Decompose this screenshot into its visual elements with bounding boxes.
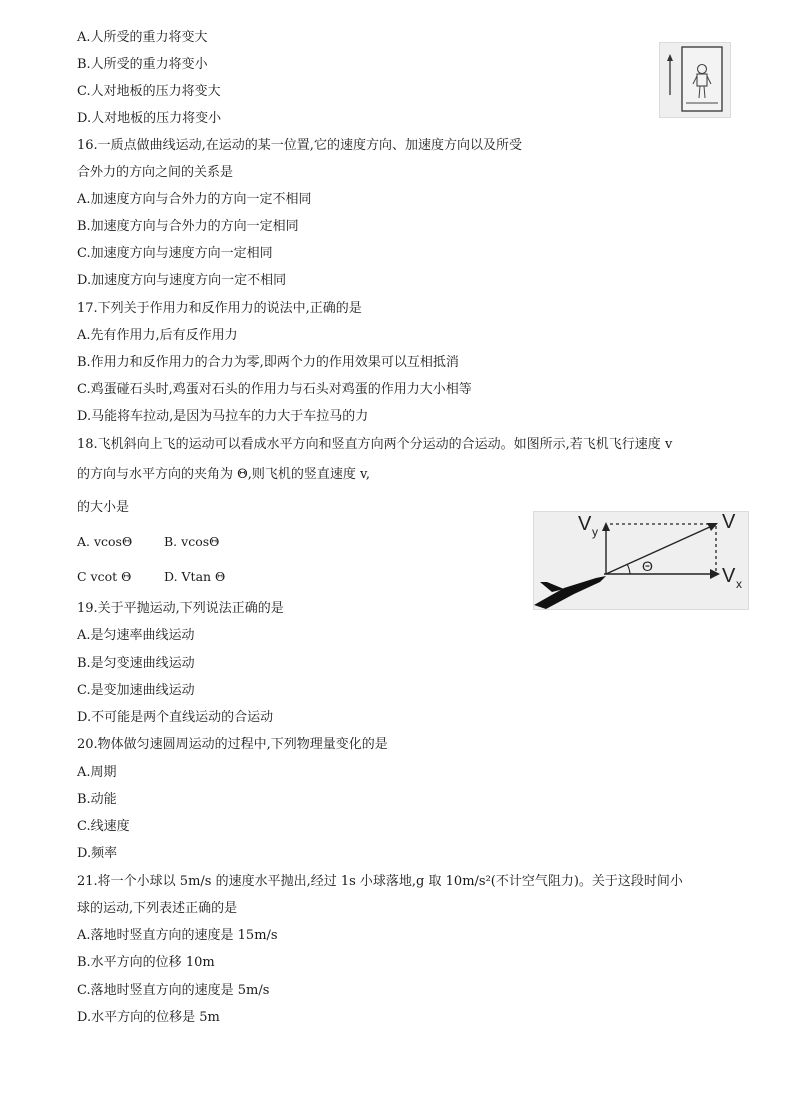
q16-option-d: D.加速度方向与速度方向一定不相同	[77, 273, 287, 288]
q17-option-c: C.鸡蛋碰石头时,鸡蛋对石头的作用力与石头对鸡蛋的作用力大小相等	[77, 382, 472, 397]
q17-option-a: A.先有作用力,后有反作用力	[77, 328, 238, 343]
q21-option-b: B.水平方向的位移 10m	[77, 955, 215, 970]
q21-stem-line2: 球的运动,下列表述正确的是	[77, 901, 238, 916]
q18-stem-line2: 的方向与水平方向的夹角为 Θ,则飞机的竖直速度 v,	[77, 467, 370, 482]
q19-stem: 19.关于平抛运动,下列说法正确的是	[77, 601, 284, 616]
q21-stem-line1: 21.将一个小球以 5m/s 的速度水平抛出,经过 1s 小球落地,g 取 10m/s²(不计空气阻力)。关于这段时间小	[77, 874, 683, 889]
q18-option-d: D. Vtan Θ	[164, 569, 226, 584]
q20-option-a: A.周期	[77, 765, 117, 780]
q18-stem-line1: 18.飞机斜向上飞的运动可以看成水平方向和竖直方向两个分运动的合运动。如图所示,若飞机飞行速度 v	[77, 437, 673, 452]
q15-option-a: A.人所受的重力将变大	[77, 30, 208, 45]
q15-option-d: D.人对地板的压力将变小	[77, 111, 222, 126]
q15-option-b: B.人所受的重力将变小	[77, 57, 208, 72]
q21-option-a: A.落地时竖直方向的速度是 15m/s	[77, 928, 278, 943]
v-label: V	[722, 512, 736, 533]
vy-subscript: y	[592, 525, 598, 539]
theta-label: Θ	[642, 558, 653, 574]
q16-option-a: A.加速度方向与合外力的方向一定不相同	[77, 192, 312, 207]
q20-option-c: C.线速度	[77, 819, 130, 834]
q21-option-c: C.落地时竖直方向的速度是 5m/s	[77, 983, 270, 998]
q16-option-b: B.加速度方向与合外力的方向一定相同	[77, 219, 299, 234]
q19-option-d: D.不可能是两个直线运动的合运动	[77, 710, 274, 725]
q16-stem-line2: 合外力的方向之间的关系是	[77, 165, 234, 180]
q18-option-c: C vcot Θ	[77, 569, 132, 584]
q15-option-c: C.人对地板的压力将变大	[77, 84, 221, 99]
q16-option-c: C.加速度方向与速度方向一定相同	[77, 246, 273, 261]
q17-option-d: D.马能将车拉动,是因为马拉车的力大于车拉马的力	[77, 409, 369, 424]
q18-option-a: A. vcosΘ	[77, 534, 133, 549]
airplane-velocity-figure	[533, 511, 749, 610]
vx-label: V	[722, 565, 736, 587]
vy-label: V	[578, 513, 592, 535]
q18-stem-line3: 的大小是	[77, 500, 130, 515]
q17-stem: 17.下列关于作用力和反作用力的说法中,正确的是	[77, 301, 362, 316]
elevator-figure	[659, 42, 731, 118]
q20-option-d: D.频率	[77, 846, 118, 861]
q18-option-b: B. vcosΘ	[164, 534, 220, 549]
q19-option-a: A.是匀速率曲线运动	[77, 628, 195, 643]
q19-option-b: B.是匀变速曲线运动	[77, 656, 195, 671]
vx-subscript: x	[736, 577, 742, 591]
q19-option-c: C.是变加速曲线运动	[77, 683, 195, 698]
q17-option-b: B.作用力和反作用力的合力为零,即两个力的作用效果可以互相抵消	[77, 355, 459, 370]
q20-option-b: B.动能	[77, 792, 117, 807]
q16-stem-line1: 16.一质点做曲线运动,在运动的某一位置,它的速度方向、加速度方向以及所受	[77, 138, 522, 153]
q20-stem: 20.物体做匀速圆周运动的过程中,下列物理量变化的是	[77, 737, 388, 752]
q21-option-d: D.水平方向的位移是 5m	[77, 1010, 220, 1025]
